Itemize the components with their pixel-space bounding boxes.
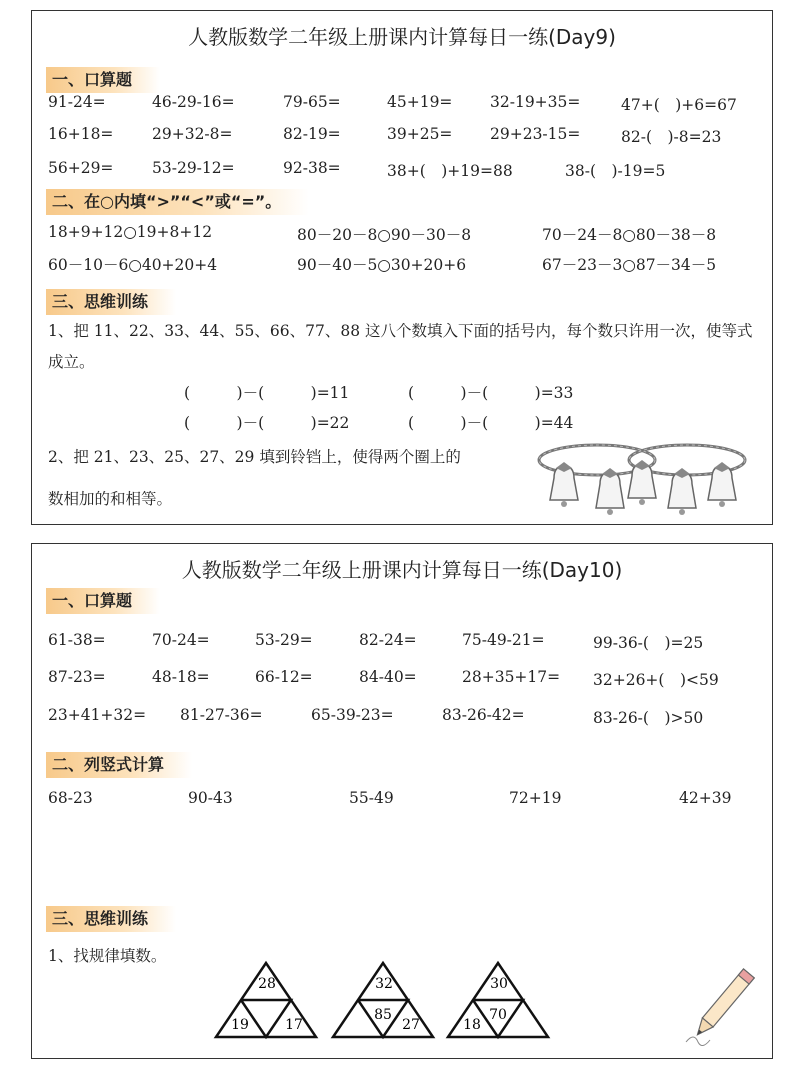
vertical-calc-item: 68-23	[48, 789, 93, 807]
worksheet-title: 人教版数学二年级上册课内计算每日一练(Day9)	[188, 25, 616, 49]
problem: 61-38=	[48, 631, 106, 649]
vertical-calc-item: 90-43	[188, 789, 233, 807]
problem: 32+26+( )<59	[593, 671, 719, 689]
problem: 66-12=	[255, 668, 313, 686]
compare-problem: 90－40－5○30+20+6	[297, 256, 467, 274]
problem: 82-19=	[283, 125, 341, 143]
worksheet-day10	[31, 543, 773, 1059]
problem-row	[32, 631, 772, 655]
problem-row	[32, 159, 772, 183]
problem-row	[32, 125, 772, 149]
section-heading-thinking: 三、思维训练	[46, 906, 176, 932]
section-heading-oral-calc: 一、口算题	[46, 588, 160, 614]
equation-blank: ( )－( )=44	[408, 414, 574, 432]
problem: 32-19+35=	[490, 93, 581, 111]
problem: 38-( )-19=5	[565, 162, 666, 180]
equation-blank: ( )－( )=11	[184, 384, 350, 402]
equation-blank: ( )－( )=33	[408, 384, 574, 402]
triangle-top-number: 30	[490, 976, 508, 992]
problem: 65-39-23=	[311, 706, 394, 724]
problem: 28+35+17=	[462, 668, 561, 686]
problem-row	[32, 706, 772, 730]
problem: 70-24=	[152, 631, 210, 649]
problem: 87-23=	[48, 668, 106, 686]
vertical-calc-item: 72+19	[509, 789, 562, 807]
triangle-top-number: 28	[258, 976, 276, 992]
section-heading-oral-calc: 一、口算题	[46, 67, 160, 93]
triangle-right-number: 17	[285, 1017, 303, 1033]
problem: 56+29=	[48, 159, 114, 177]
compare-problem: 67－23－3○87－34－5	[542, 256, 717, 274]
triangle-left-number: 18	[463, 1017, 481, 1033]
triangle-top-number: 32	[375, 976, 393, 992]
vertical-calc-row	[32, 789, 772, 813]
question-1-text: 1、把 11、22、33、44、55、66、77、88 这八个数填入下面的括号内，每个数只许用一次，使等式成立。	[48, 322, 753, 371]
compare-problem: 70－24－8○80－38－8	[542, 226, 717, 244]
problem: 83-26-( )>50	[593, 709, 704, 727]
triangle-center-number: 70	[489, 1007, 507, 1023]
problem: 29+32-8=	[152, 125, 233, 143]
problem: 83-26-42=	[442, 706, 525, 724]
problem-row	[32, 668, 772, 692]
pattern-triangle	[216, 963, 316, 1037]
problem: 53-29-12=	[152, 159, 235, 177]
question-2-text: 2、把 21、23、25、27、29 填到铃铛上，使得两个圈上的	[48, 448, 461, 466]
problem: 75-49-21=	[462, 631, 545, 649]
problem: 38+( )+19=88	[387, 162, 513, 180]
pattern-triangle	[333, 963, 433, 1037]
worksheet-title: 人教版数学二年级上册课内计算每日一练(Day10)	[181, 558, 623, 582]
problem: 81-27-36=	[180, 706, 263, 724]
problem: 53-29=	[255, 631, 313, 649]
pattern-triangle	[448, 963, 548, 1037]
problem: 82-( )-8=23	[621, 128, 722, 146]
equation-blank: ( )－( )=22	[184, 414, 350, 432]
pencil-icon	[682, 962, 762, 1052]
section-heading-compare: 二、在○内填“>”“<”或“=”。	[46, 189, 309, 215]
problem: 46-29-16=	[152, 93, 235, 111]
question-2-text-cont: 数相加的和相等。	[48, 490, 173, 508]
triangle-center-number: 85	[374, 1007, 392, 1023]
problem: 23+41+32=	[48, 706, 147, 724]
compare-problem: 80－20－8○90－30－8	[297, 226, 472, 244]
problem: 16+18=	[48, 125, 114, 143]
pattern-triangles	[212, 959, 552, 1041]
compare-row	[32, 223, 772, 247]
problem: 99-36-( )=25	[593, 634, 704, 652]
problem: 92-38=	[283, 159, 341, 177]
section-heading-vertical-calc: 二、列竖式计算	[46, 752, 192, 778]
vertical-calc-item: 42+39	[679, 789, 732, 807]
problem: 45+19=	[387, 93, 453, 111]
problem: 84-40=	[359, 668, 417, 686]
section-heading-thinking: 三、思维训练	[46, 289, 176, 315]
triangle-left-number: 19	[231, 1017, 249, 1033]
question-1-text: 1、找规律填数。	[48, 947, 167, 965]
problem-row	[32, 93, 772, 117]
compare-row	[32, 253, 772, 277]
problem: 91-24=	[48, 93, 106, 111]
problem: 82-24=	[359, 631, 417, 649]
problem: 48-18=	[152, 668, 210, 686]
bell-rings-illustration	[532, 436, 752, 526]
problem: 29+23-15=	[490, 125, 581, 143]
triangle-right-number: 27	[402, 1017, 420, 1033]
compare-problem: 18+9+12○19+8+12	[48, 223, 213, 241]
problem: 39+25=	[387, 125, 453, 143]
problem: 47+( )+6=67	[621, 96, 737, 114]
worksheet-day9	[31, 10, 773, 525]
problem: 79-65=	[283, 93, 341, 111]
compare-problem: 60－10－6○40+20+4	[48, 256, 218, 274]
vertical-calc-item: 55-49	[349, 789, 394, 807]
